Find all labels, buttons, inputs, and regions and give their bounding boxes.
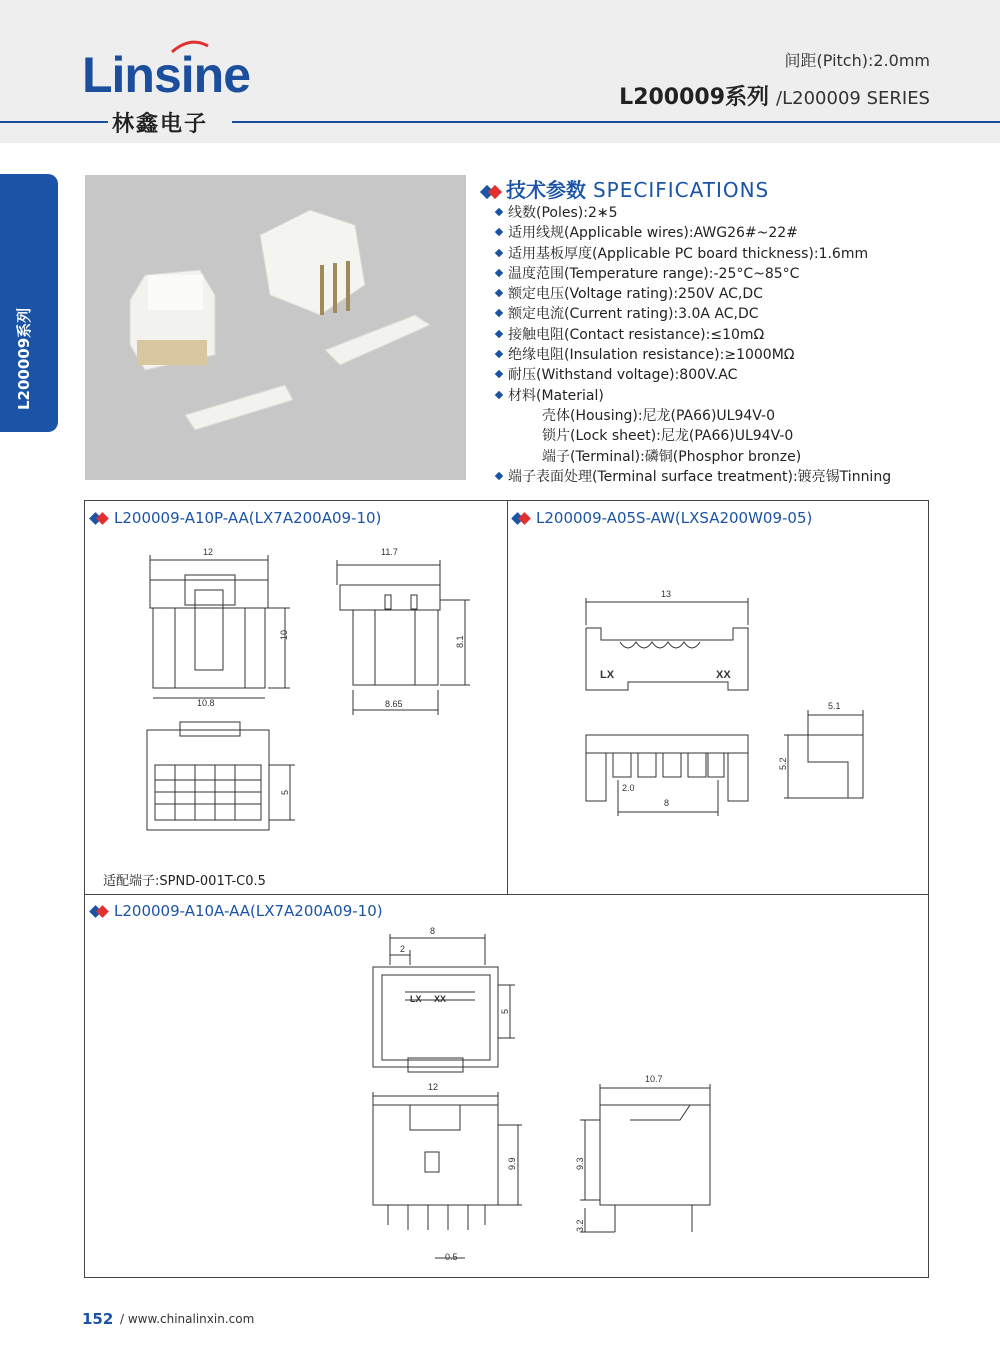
dim-label: 8.1 (455, 635, 465, 648)
section2-drawing (508, 530, 928, 870)
spec-item: 适用基板厚度(Applicable PC board thickness):1.6mm (494, 244, 891, 264)
dim-label: 2 (400, 944, 406, 954)
header-side-view (580, 1084, 710, 1232)
spec-item: 绝缘电阻(Insulation resistance):≥1000MΩ (494, 345, 891, 365)
dim-label: 12 (428, 1082, 439, 1092)
spec-item: 线数(Poles):2∗5 (494, 203, 891, 223)
plug-front-view (150, 555, 290, 698)
section3-drawing (300, 920, 760, 1270)
bullet-icon (495, 330, 503, 338)
marking-text: XX (716, 669, 731, 681)
website-url[interactable]: / www.chinalinxin.com (120, 1312, 255, 1326)
bullet-icon (495, 208, 503, 216)
dim-label: 0.5 (445, 1252, 458, 1262)
bullet-icon (495, 472, 503, 480)
dim-label: 11.7 (381, 547, 398, 557)
spec-material-item: 壳体(Housing):尼龙(PA66)UL94V-0 (542, 407, 775, 424)
section3-title: L200009-A10A-AA(LX7A200A09-10) (90, 902, 383, 920)
dim-label: 9.3 (575, 1157, 585, 1170)
specs-list (494, 203, 891, 487)
spec-item: 额定电流(Current rating):3.0A AC,DC (494, 304, 891, 324)
product-photo (85, 175, 466, 480)
dim-label: 8.65 (385, 699, 403, 709)
bullet-icon (495, 248, 503, 256)
side-tab-label: L200009系列 (15, 307, 33, 410)
bullet-icon (495, 269, 503, 277)
dim-label: 5.2 (778, 757, 788, 770)
section-diamond-icon (512, 514, 530, 524)
bullet-icon (495, 390, 503, 398)
spec-item: 温度范围(Temperature range):-25°C~85°C (494, 264, 891, 284)
bullet-icon (495, 350, 503, 358)
terminal-note: 适配端子:SPND-001T-C0.5 (103, 874, 266, 889)
connector-plug-image (130, 270, 215, 370)
pitch-label: 间距(Pitch):2.0mm (784, 51, 930, 70)
bullet-icon (495, 370, 503, 378)
side-series-tab (0, 174, 58, 432)
header-front-view (373, 1092, 522, 1258)
frame-divider-horizontal (84, 894, 929, 895)
dim-label: 2.0 (622, 783, 635, 793)
lock-strip-side-view (784, 710, 863, 798)
section1-title: L200009-A10P-AA(LX7A200A09-10) (90, 509, 381, 527)
specs-heading-diamond-icon (480, 186, 502, 198)
dim-label: 13 (661, 589, 672, 599)
dim-label: 10.7 (645, 1074, 663, 1084)
brand-name-cn: 林鑫电子 (112, 112, 209, 137)
bullet-icon (495, 289, 503, 297)
marking-text: LX (600, 669, 615, 681)
dim-label: 8 (664, 798, 670, 808)
bullet-icon (495, 309, 503, 317)
marking-text: XX (434, 994, 447, 1004)
bullet-icon (495, 228, 503, 236)
plug-side-view (337, 560, 470, 715)
dim-label: 5 (280, 789, 290, 795)
specs-heading-cn: 技术参数 (506, 178, 586, 202)
spec-item: 额定电压(Voltage rating):250V AC,DC (494, 284, 891, 304)
logo-swoosh-icon (170, 40, 210, 54)
dim-label: 5 (500, 1008, 510, 1014)
spec-item: 材料(Material) (494, 386, 891, 406)
dim-label: 10.8 (197, 698, 215, 708)
section1-drawing (85, 530, 505, 870)
brand-logo: Linsine (82, 47, 251, 103)
spec-item: 端子表面处理(Terminal surface treatment):镀亮锡Tinning (494, 467, 891, 487)
spec-item: 耐压(Withstand voltage):800V.AC (494, 365, 891, 385)
specs-heading-en: SPECIFICATIONS (592, 178, 770, 202)
dim-label: 9.9 (507, 1157, 517, 1170)
logo-rule-left (0, 121, 108, 123)
section2-title: L200009-A05S-AW(LXSA200W09-05) (512, 509, 812, 527)
spec-item: 接触电阻(Contact resistance):≤10mΩ (494, 325, 891, 345)
spec-material-item: 端子(Terminal):磷铜(Phosphor bronze) (542, 448, 802, 465)
page-header (0, 0, 1000, 143)
marking-text: LX (410, 994, 422, 1004)
specs-heading (480, 174, 769, 203)
dim-label: 10 (279, 629, 289, 640)
page-number: 152 (82, 1310, 114, 1328)
spec-material-item: 锁片(Lock sheet):尼龙(PA66)UL94V-0 (542, 428, 794, 445)
spec-item: 适用线规(Applicable wires):AWG26#~22# (494, 223, 891, 243)
dim-label: 12 (203, 547, 214, 557)
section-diamond-icon (90, 907, 108, 917)
dim-label: 5.1 (828, 701, 841, 711)
logo-rule-right (232, 121, 1000, 123)
dim-label: 8 (430, 926, 436, 936)
series-title (619, 80, 930, 111)
section-diamond-icon (90, 514, 108, 524)
series-title-cn: L200009系列 (619, 85, 770, 110)
plug-bottom-view (147, 722, 295, 830)
dim-label: 3.2 (575, 1219, 585, 1232)
series-title-en: /L200009 SERIES (776, 88, 930, 109)
